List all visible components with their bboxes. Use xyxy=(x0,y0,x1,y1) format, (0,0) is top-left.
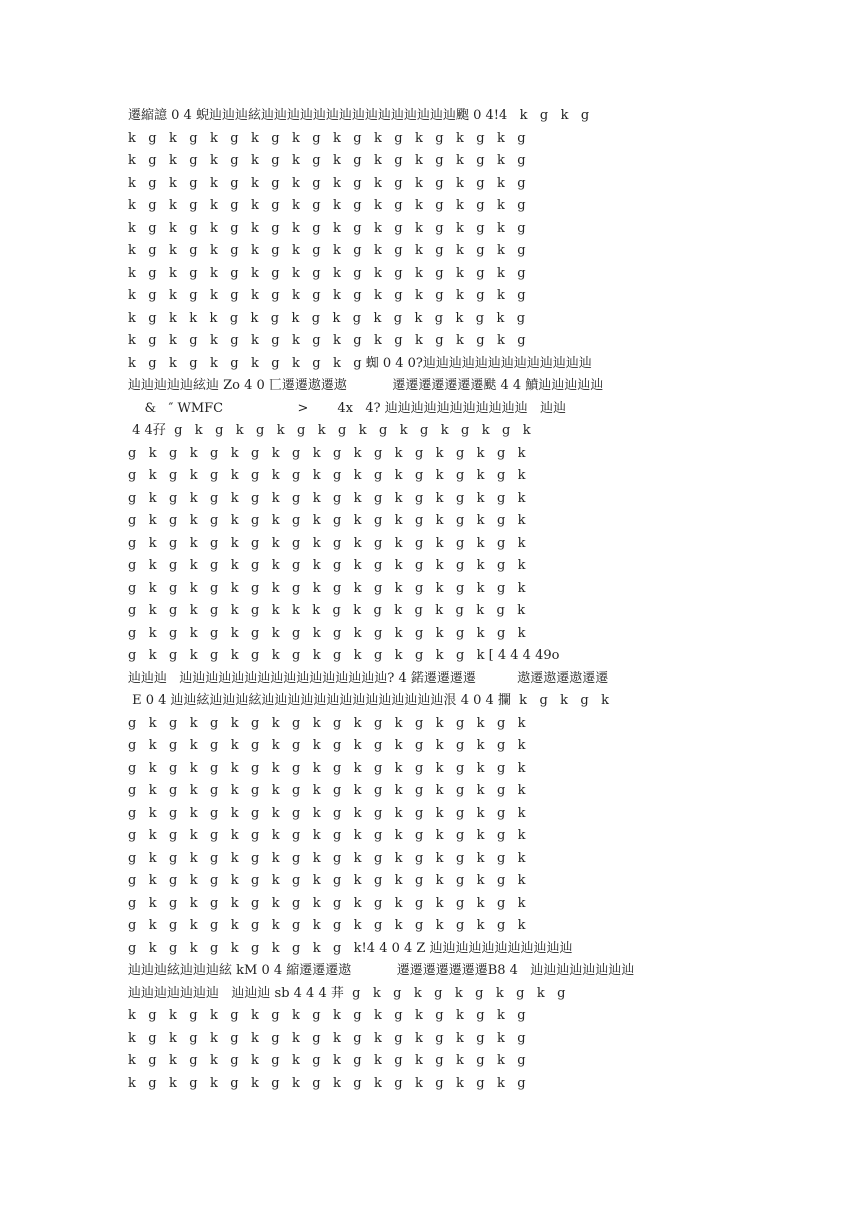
text-line: k g k g k g k g k g k g k g k g k g k g xyxy=(128,1053,526,1068)
text-line: k g k k k g k g k g k g k g k g k g k g xyxy=(128,310,526,326)
text-line: 辿辿辿辿辿絃辿 Zo 4 0 匸遷遷遨遷遨 遷遷遷遷遷遷遷颫 4 4 鱝辿辿辿辿辿 xyxy=(128,378,604,393)
text-line: 辿辿辿絃辿辿辿絃 kM 0 4 縮遷遷遷遨 遷遷遷遷遷遷遷B8 4 辿辿辿辿辿辿辿辿 xyxy=(128,963,635,978)
text-line: g k g k g k g k g k g k g k g k g k g k xyxy=(128,850,526,866)
text-line: g k g k g k g k g k g k g k g k g k g k xyxy=(128,625,526,641)
text-line: 4 4孖 g k g k g k g k g k g k g k g k g k xyxy=(128,423,531,438)
text-line: g k g k g k g k g k g k g k g k g k g k xyxy=(128,760,526,776)
text-line: k g k g k g k g k g k g k g k g k g k g xyxy=(128,220,526,236)
text-line: 遷縮譩 0 4 蜺辿辿辿絃辿辿辿辿辿辿辿辿辿辿辿辿辿辿辿颮 0 4!4 k g k g xyxy=(128,108,590,123)
text-line: & ″ WMFC > 4x 4? 辿辿辿辿辿辿辿辿辿辿辿 辿辿 xyxy=(128,400,567,416)
text-line: k g k g k g k g k g k g k g k g k g k g xyxy=(128,243,526,258)
text-line: 辿辿辿辿辿辿辿 辿辿辿 sb 4 4 4 荓 g k g k g k g k g k g xyxy=(128,985,566,1001)
text-line: g k g k g k g k g k g k g k g k g k g k xyxy=(128,558,526,573)
text-line: g k g k g k g k g k g k g k g k g k g k xyxy=(128,828,526,843)
text-line: g k g k g k g k g k g k g k g k g k g k xyxy=(128,895,526,911)
text-line: g k g k g k g k g k g k g k g k g k g k xyxy=(128,918,526,933)
text-line: g k g k g k g k k k g k g k g k g k g k xyxy=(128,603,526,618)
text-line: g k g k g k g k g k g k g k g k g k g k xyxy=(128,513,526,528)
text-line: g k g k g k g k g k g k g k g k g k g k xyxy=(128,715,526,731)
text-line: k g k g k g k g k g k g 蜘 0 4 0?辿辿辿辿辿辿辿辿辿辿辿辿辿 xyxy=(128,355,592,371)
text-line: k g k g k g k g k g k g k g k g k g k g xyxy=(128,1008,526,1023)
text-line: k g k g k g k g k g k g k g k g k g k g xyxy=(128,288,526,303)
text-line: g k g k g k g k g k g k g k g k g k g k xyxy=(128,738,526,753)
text-line: k g k g k g k g k g k g k g k g k g k g xyxy=(128,265,526,281)
text-line: g k g k g k g k g k g k g k g k g k g k xyxy=(128,783,526,798)
text-line: g k g k g k g k g k g k g k g k g k g k xyxy=(128,873,526,888)
text-line: k g k g k g k g k g k g k g k g k g k g xyxy=(128,198,526,213)
text-line: E 0 4 辿辿絃辿辿辿絃辿辿辿辿辿辿辿辿辿辿辿辿辿辿泿 4 0 4 攔 k g k g k xyxy=(128,693,610,708)
garbled-text-block xyxy=(128,105,738,1095)
text-line: k g k g k g k g k g k g k g k g k g k g xyxy=(128,1030,526,1046)
text-line: g k g k g k g k g k g k g k g k g k g k xyxy=(128,468,526,483)
text-line: 辿辿辿 辿辿辿辿辿辿辿辿辿辿辿辿辿辿辿辿? 4 鍩遷遷遷遷 遨遷遨遷遨遷遷 xyxy=(128,670,609,686)
text-line: g k g k g k g k g k g k g k g k g k g k xyxy=(128,445,526,461)
text-line: g k g k g k g k g k g k g k g k g k g k xyxy=(128,580,526,596)
text-line: g k g k g k g k g k g k g k g k g k g k xyxy=(128,805,526,821)
text-line: g k g k g k g k g k g k g k g k g k [ 4 4 4 49o xyxy=(128,648,560,663)
text-line: k g k g k g k g k g k g k g k g k g k g xyxy=(128,1075,526,1091)
text-line: k g k g k g k g k g k g k g k g k g k g xyxy=(128,175,526,191)
text-line: k g k g k g k g k g k g k g k g k g k g xyxy=(128,130,526,146)
text-line: g k g k g k g k g k g k g k g k g k g k xyxy=(128,535,526,551)
text-line: g k g k g k g k g k g k!4 4 0 4 Z 辿辿辿辿辿辿辿辿辿辿辿 xyxy=(128,940,573,956)
text-line: k g k g k g k g k g k g k g k g k g k g xyxy=(128,153,526,168)
text-line: g k g k g k g k g k g k g k g k g k g k xyxy=(128,490,526,506)
text-line: k g k g k g k g k g k g k g k g k g k g xyxy=(128,333,526,348)
